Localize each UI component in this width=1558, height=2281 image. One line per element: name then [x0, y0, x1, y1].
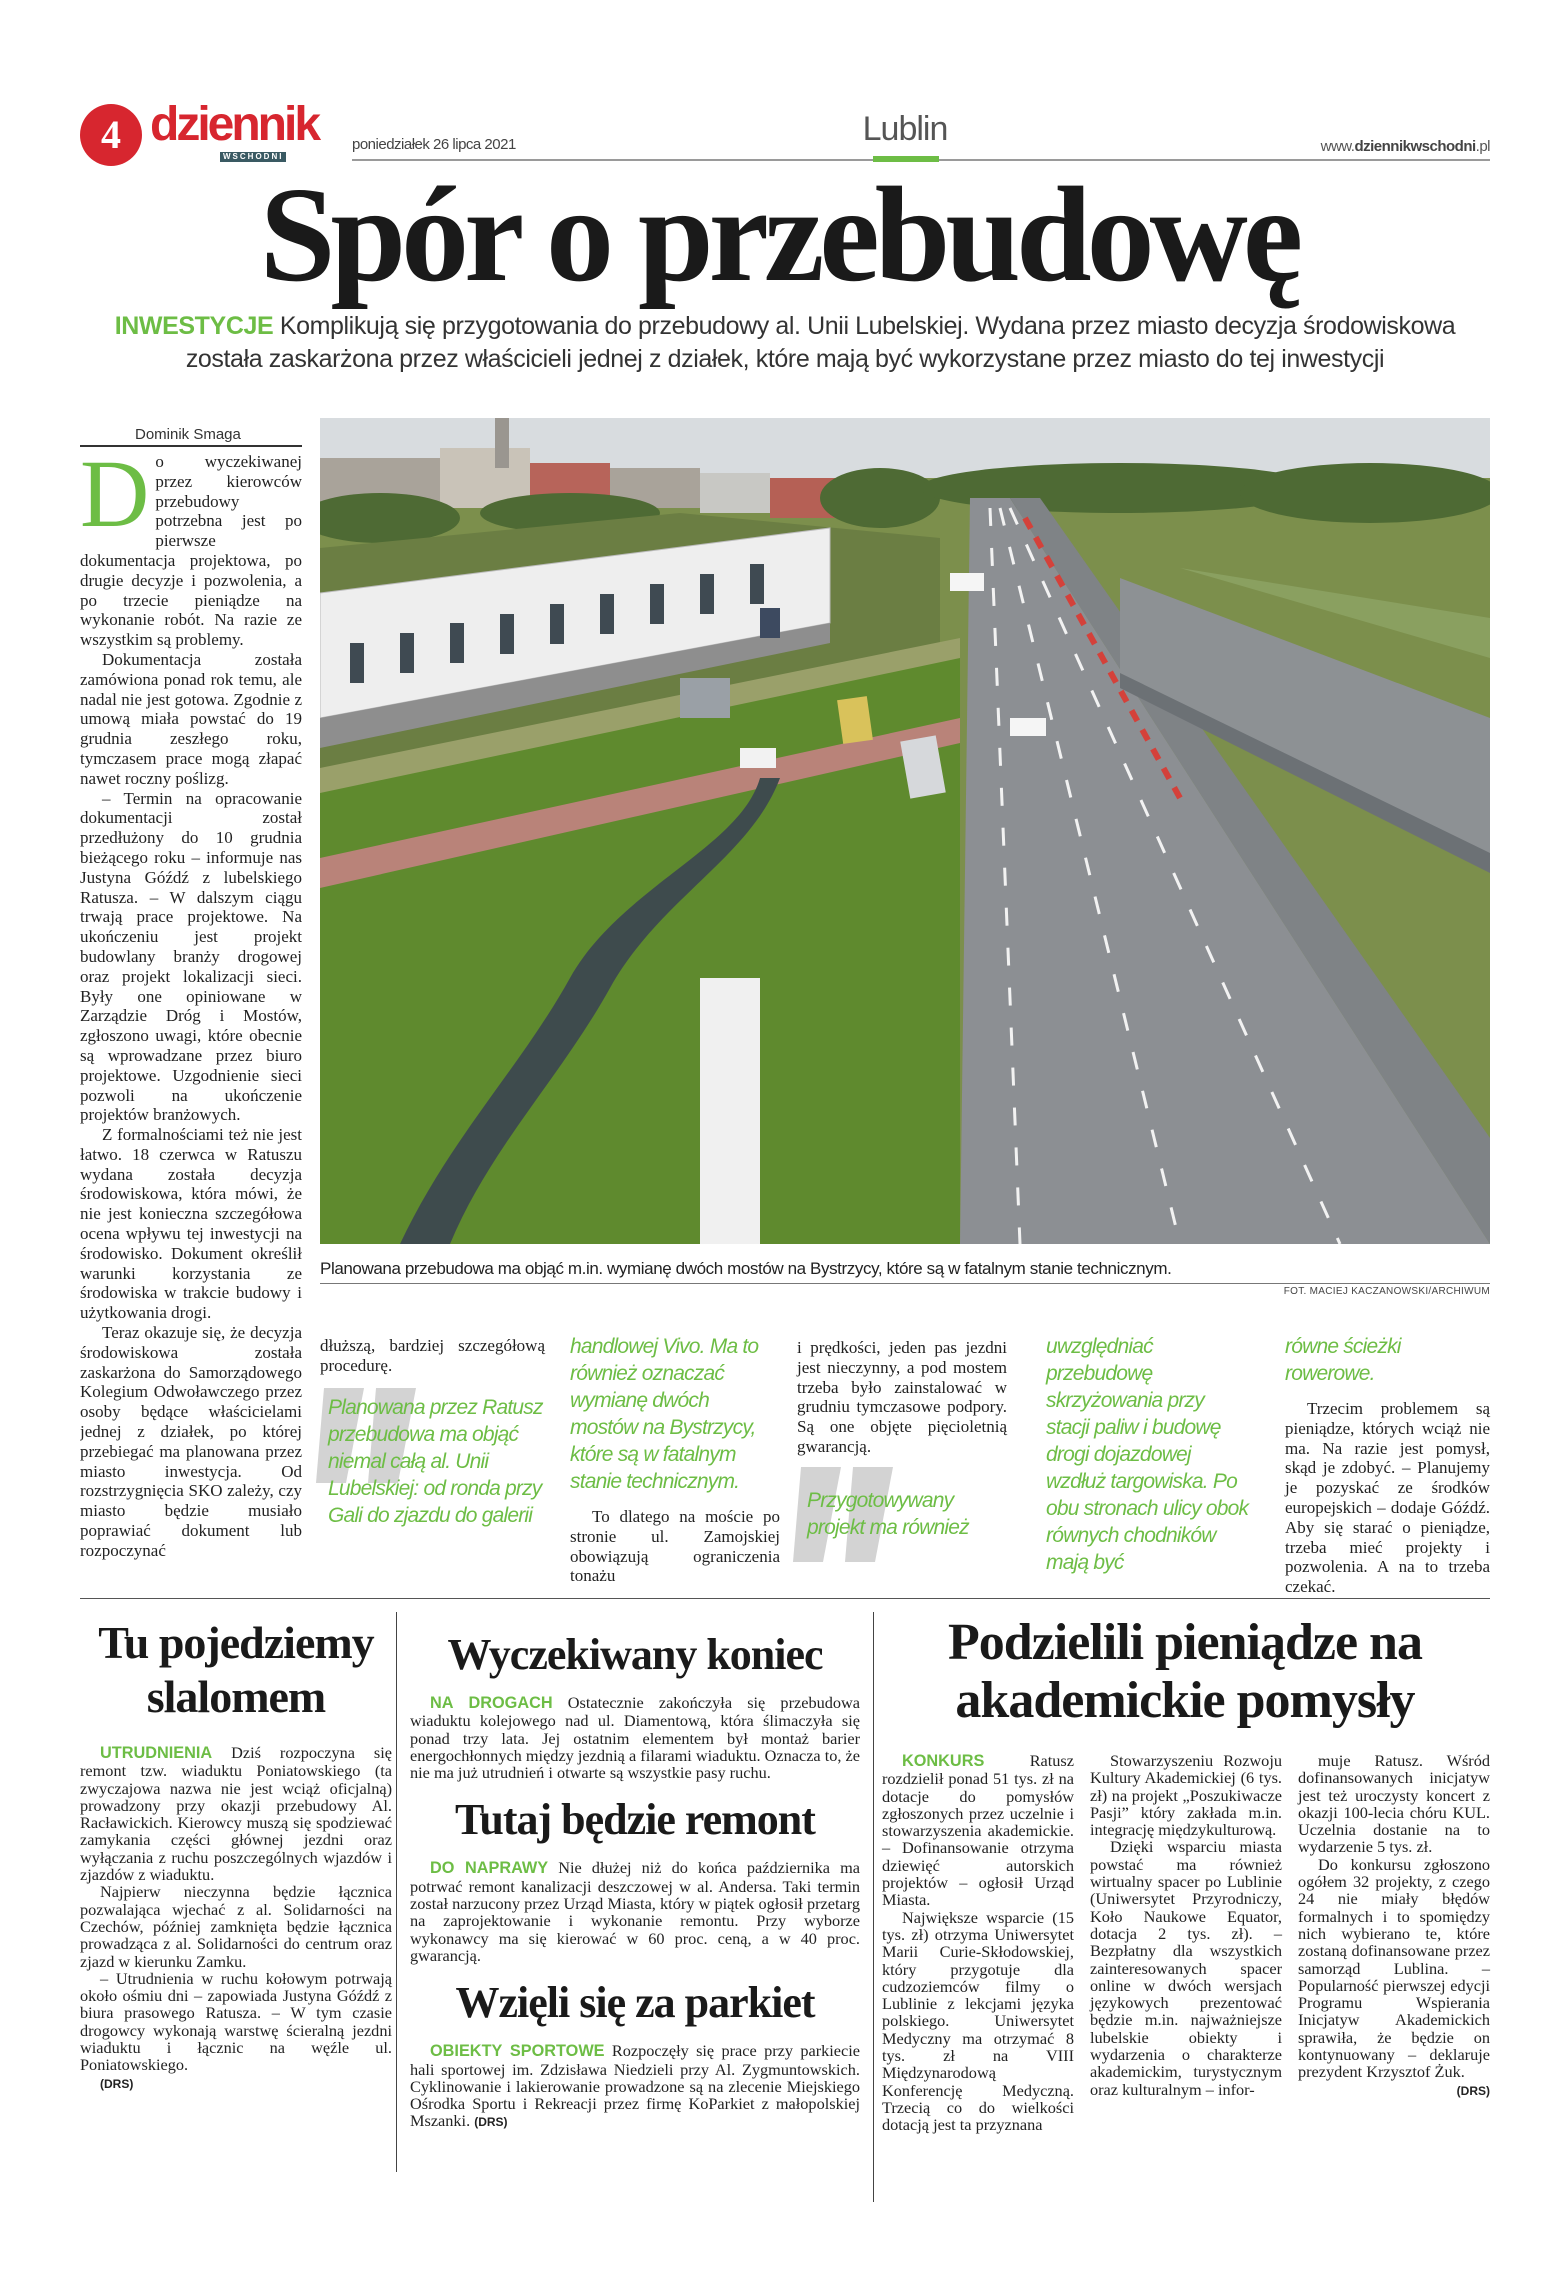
- url-domain: dziennikwschodni: [1354, 138, 1476, 155]
- brief-paragraph: Ostatecznie zakończyła się przebudowa wiaduktu kolejowego nad ul. Diamentową, która ślimaczyła się ponad trzy lata. Jej ostatnim elementem był montaż barier energochłonnych między jezdnią a filarami wiaduktu. Oznacza to, że nie ma już utrudnień i otwarte są wszystkie pasy ruchu.: [410, 1693, 860, 1783]
- brief-paragraph: Dziś rozpoczyna się remont tzw. wiaduktu Poniatowskiego (ta zwyczajowa nazwa nie jest wciąż oficjalną) prowadzony przy okazji przebudowy Al. Racławickich. Kierowcy muszą się spodziewać zamykania części głównej jezdni oraz wyłączania z ruchu poszczególnych wjazdów i zjazdów z wiaduktu.: [80, 1743, 392, 1885]
- lead-text: Komplikują się przygotowania do przebudowy al. Unii Lubelskiej. Wydana przez miasto decyzja środowiskowa została zaskarżona przez właścicieli jednej z działek, które mają być wykorzystane przez miasto do tej inwestycji: [185, 312, 1456, 373]
- article-paragraph: dłuższą, bardziej szczegółową procedurę.: [320, 1336, 545, 1375]
- caption-rule: [320, 1283, 1490, 1284]
- url-suffix: .pl: [1475, 138, 1490, 155]
- feature-paragraph: Stowarzyszeniu Rozwoju Kultury Akademickiej (6 tys. zł) na projekt „Poszukiwacze Pasji” który zakłada m.in. integrację międzykulturową.: [1090, 1751, 1282, 1840]
- feature-paragraph: Do konkursu zgłoszono ogółem 32 projekty, z czego 24 nie miały błędów formalnych i to spomiędzy nich wybierano te, które zostaną dofinansowane przez samorząd Lublina. – Popularność pierwszej edycji Programu Wspierania Inicjatyw Akademickich sprawiła, że będzie on kontynuowany – deklaruje prezydent Krzysztof Żuk.: [1298, 1854, 1490, 2082]
- drop-cap: D: [80, 452, 150, 547]
- brief-signature: (DRS): [100, 2076, 134, 2091]
- brief-kicker: DO NAPRAWY: [430, 1859, 549, 1878]
- url-prefix: www.: [1320, 138, 1355, 155]
- feature-headline-line1: Podzielili pieniądze na: [948, 1614, 1422, 1671]
- brief-headline: Wzięli się za parkiet: [455, 1978, 815, 2028]
- lead-kicker: INWESTYCJE: [114, 312, 274, 340]
- brief-body: [410, 1859, 860, 1964]
- pull-quote-continued: uwzględniać przebudowę skrzyżowania przy stacji paliw i budowę drogi dojazdowej wzdłuż targowiska. Po obu stronach ulicy obok równych chodników mają być: [1046, 1335, 1249, 1574]
- feature-kicker: KONKURS: [902, 1752, 985, 1770]
- article-column-1: [80, 452, 302, 1577]
- article-column-3: [570, 1333, 780, 1586]
- feature-paragraph: Największe wsparcie (15 tys. zł) otrzyma Uniwersytet Marii Curie-Skłodowskiej, który przygotuje dla cudzoziemców filmy o Lublinie z lekcjami języka polskiego. Uniwersytet Medyczny ma otrzymać 8 tys. zł na VIII Międzynarodową Konferencję Medyczną. Trzecią co do wielkości dotacją jest ta przyznana: [882, 1907, 1074, 2135]
- brief-signature: (DRS): [474, 2115, 508, 2130]
- brief-headline: Tutaj będzie remont: [455, 1795, 815, 1845]
- photo-credit: FOT. MACIEJ KACZANOWSKI/ARCHIWUM: [1283, 1286, 1490, 1297]
- logo-wordmark: dziennik: [150, 98, 319, 151]
- brief-paragraph: Najpierw nieczynna będzie łącznica pozwalająca wjechać z al. Solidarności na Czechów, później zamknięta będzie łącznica prowadząca z al. Solidarności do centrum oraz zjazd w kierunku Zamku.: [80, 1882, 392, 1971]
- brief-headline: Tu pojedziemy slalomem: [98, 1617, 374, 1722]
- article-photo: [320, 418, 1490, 1244]
- article-paragraph: Z formalnościami też nie jest łatwo. 18 czerwca w Ratuszu wydana została decyzja środowiskowa, która mówi, że nie jest konieczna szczegółowa ocena wpływu tej inwestycji na środowisko. Dokument określił warunki korzystania ze środowiska w trakcie budowy i użytkowania drogi.: [80, 1125, 302, 1323]
- brief-article: [410, 1628, 860, 2130]
- byline-rule: [80, 445, 302, 447]
- section-divider: [80, 1598, 1490, 1599]
- section-title: Lublin: [862, 110, 948, 148]
- brief-body: [410, 1694, 860, 1781]
- article-paragraph: – Termin na opracowanie dokumentacji został przedłużony do 10 grudnia bieżącego roku – informuje nas Justyna Góźdź z lubelskiego Ratusza. – W dalszym ciągu trwają prace projektowe. Na ukończeniu jest projekt budowlany branży drogowej oraz projekt lokalizacji sieci. Były one opiniowane w Zarządzie Dróg i Mostów, zgłoszono uwagi, które obecnie są wprowadzane przez biuro projektowe. Uzgodnienie sieci pozwoli na ukończenie projektów branżowych.: [80, 788, 302, 1125]
- feature-article: [880, 1614, 1490, 1730]
- article-paragraph: Trzecim problemem są pieniądze, których wciąż nie ma. Na razie jest pomysł, skąd je zdobyć. – Planujemy je pozyskać ze środków europejskich – dodaje Góźdź. Aby się starać o pieniądze, trzeba mieć projekty i pozwolenia. A na to trzeba czekać.: [1285, 1399, 1490, 1597]
- photo-caption: Planowana przebudowa ma objąć m.in. wymianę dwóch mostów na Bystrzycy, które są w fatalnym stanie technicznym.: [320, 1259, 1172, 1278]
- article-column-5: [1046, 1333, 1251, 1576]
- pull-quote: Planowana przez Ratusz przebudowa ma objąć niemal całą al. Unii Lubelskiej: od ronda przy Gali do zjazdu do galerii: [328, 1395, 543, 1527]
- page-number: 4: [80, 104, 142, 166]
- article-paragraph: To dlatego na moście po stronie ul. Zamojskiej obowiązują ograniczenia tonażu: [570, 1507, 780, 1586]
- feature-headline-line2: akademickie pomysły: [955, 1672, 1415, 1729]
- article-lead: [90, 310, 1480, 376]
- article-paragraph: i prędkości, jeden pas jezdni jest nieczynny, a pod mostem trzeba było zainstalować w grudniu tymczasowe podpory. Są one objęte pięcioletnią gwarancją.: [797, 1338, 1007, 1456]
- brief-article: [80, 1616, 392, 2091]
- website-link[interactable]: [1280, 138, 1490, 155]
- article-paragraph: o wyczekiwanej przez kierowców przebudowy potrzebna jest po pierwsze dokumentacja projektowa, po drugie decyzje i pozwolenia, a po trzecie pieniądze na wykonanie robót. Na razie ze wszystkim są problemy.: [80, 452, 302, 650]
- brief-kicker: OBIEKTY SPORTOWE: [430, 2042, 605, 2061]
- brief-paragraph: Nie dłużej niż do końca października ma potrwać remont kanalizacji deszczowej w al. Andersa. Taki termin został narzucony przez Urząd Miasta, który w piątek ogłosił przetarg na zaprojektowanie i wykonanie remontu. Przy wyborze wykonawcy ma się kierować w 60 proc. ceną, a w 40 proc. gwarancją.: [410, 1858, 860, 1965]
- article-column-6: [1285, 1333, 1490, 1597]
- brief-body: [410, 2042, 860, 2129]
- brief-kicker: UTRUDNIENIA: [100, 1744, 213, 1762]
- article-column-2: [320, 1336, 545, 1529]
- feature-signature: (DRS): [1456, 2083, 1490, 2098]
- pull-quote-continued: handlowej Vivo. Ma to również oznaczać wymianę dwóch mostów na Bystrzycy, które są w fatalnym stanie technicznym.: [570, 1335, 759, 1493]
- aerial-road-photo: [320, 418, 1490, 1244]
- pull-quote-continued: równe ścieżki rowerowe.: [1285, 1335, 1401, 1385]
- article-paragraph: Teraz okazuje się, że decyzja środowiskowa została zaskarżona do Samorządowego Kolegium Odwoławczego przez osoby będące właścicielami jednej z działek, po której przebiegać ma planowana przez miasto inwestycja. Od rozstrzygnięcia SKO zależy, czy miasto będzie musiało poprawiać dokument lub rozpoczynać: [80, 1323, 302, 1560]
- brief-kicker: NA DROGACH: [430, 1694, 553, 1712]
- brief-headline: Wyczekiwany koniec: [447, 1630, 823, 1679]
- issue-date: poniedziałek 26 lipca 2021: [352, 136, 516, 153]
- logo-subtitle: WSCHODNI: [220, 152, 286, 162]
- brief-paragraph: Rozpoczęły się prace przy parkiecie hali sportowej im. Zdzisława Niedzieli przy Al. Zygmuntowskich. Cyklinowanie i lakierowanie prowadzone są na zlecenie Miejskiego Ośrodka Sportu i Rekreacji przez firmę KoParkiet z małopolskiej Mszanki.: [410, 2041, 860, 2131]
- column-divider: [396, 1612, 397, 2172]
- feature-column-1: [882, 1752, 1074, 2134]
- column-divider: [873, 1612, 874, 2202]
- brief-paragraph: – Utrudnienia w ruchu kołowym potrwają około ośmiu dni – zapowiada Justyna Góźdź z biura prasowego Ratusza. – W tym czasie drogowcy wykonają warstwę ścieralną jezdni wiaduktu i łącznic na węźle ul. Poniatowskiego.: [80, 1968, 392, 2075]
- article-column-4: [797, 1338, 1007, 1541]
- feature-column-2: [1090, 1752, 1282, 2098]
- feature-paragraph: muje Ratusz. Wśród dofinansowanych inicjatyw jest też uroczysty koncert z okazji 100-lecia chóru KUL. Uczelnia dostanie na to wydarzenie 5 tys. zł.: [1298, 1751, 1490, 1857]
- feature-column-3: [1298, 1752, 1490, 2098]
- article-headline: Spór o przebudowę: [259, 160, 1299, 310]
- feature-paragraph: Ratusz rozdzielił ponad 51 tys. zł na dotacje do pomysłów zgłoszonych przez uczelnie i stowarzyszenia akademickie. – Dofinansowanie otrzyma dziewięć autorskich projektów – ogłosił Urząd Miasta.: [882, 1751, 1074, 1910]
- article-paragraph: Dokumentacja została zamówiona ponad rok temu, ale nadal nie jest gotowa. Zgodnie z umową miała powstać do 19 grudnia zeszłego roku, tymczasem prace mogą złapać nawet roczny poślizg.: [80, 649, 302, 788]
- pull-quote: Przygotowywany projekt ma również: [807, 1488, 969, 1539]
- newspaper-logo: [150, 100, 340, 166]
- brief-body: [80, 1744, 392, 2091]
- feature-paragraph: Dzięki wsparciu miasta powstać ma również wirtualny spacer po Lublinie (Uniwersytet Przyrodniczy, Koło Naukowe Equator, dotacja 2 tys. zł). – Bezpłatny dla wszystkich zainteresowanych spacer online w dwóch wersjach językowych prezentować będzie m.in. najważniejsze lubelskie obiekty i wydarzenia o charakterze akademickim, turystycznym oraz kulturalnym – infor-: [1090, 1837, 1282, 2099]
- author-byline: Dominik Smaga: [135, 426, 241, 443]
